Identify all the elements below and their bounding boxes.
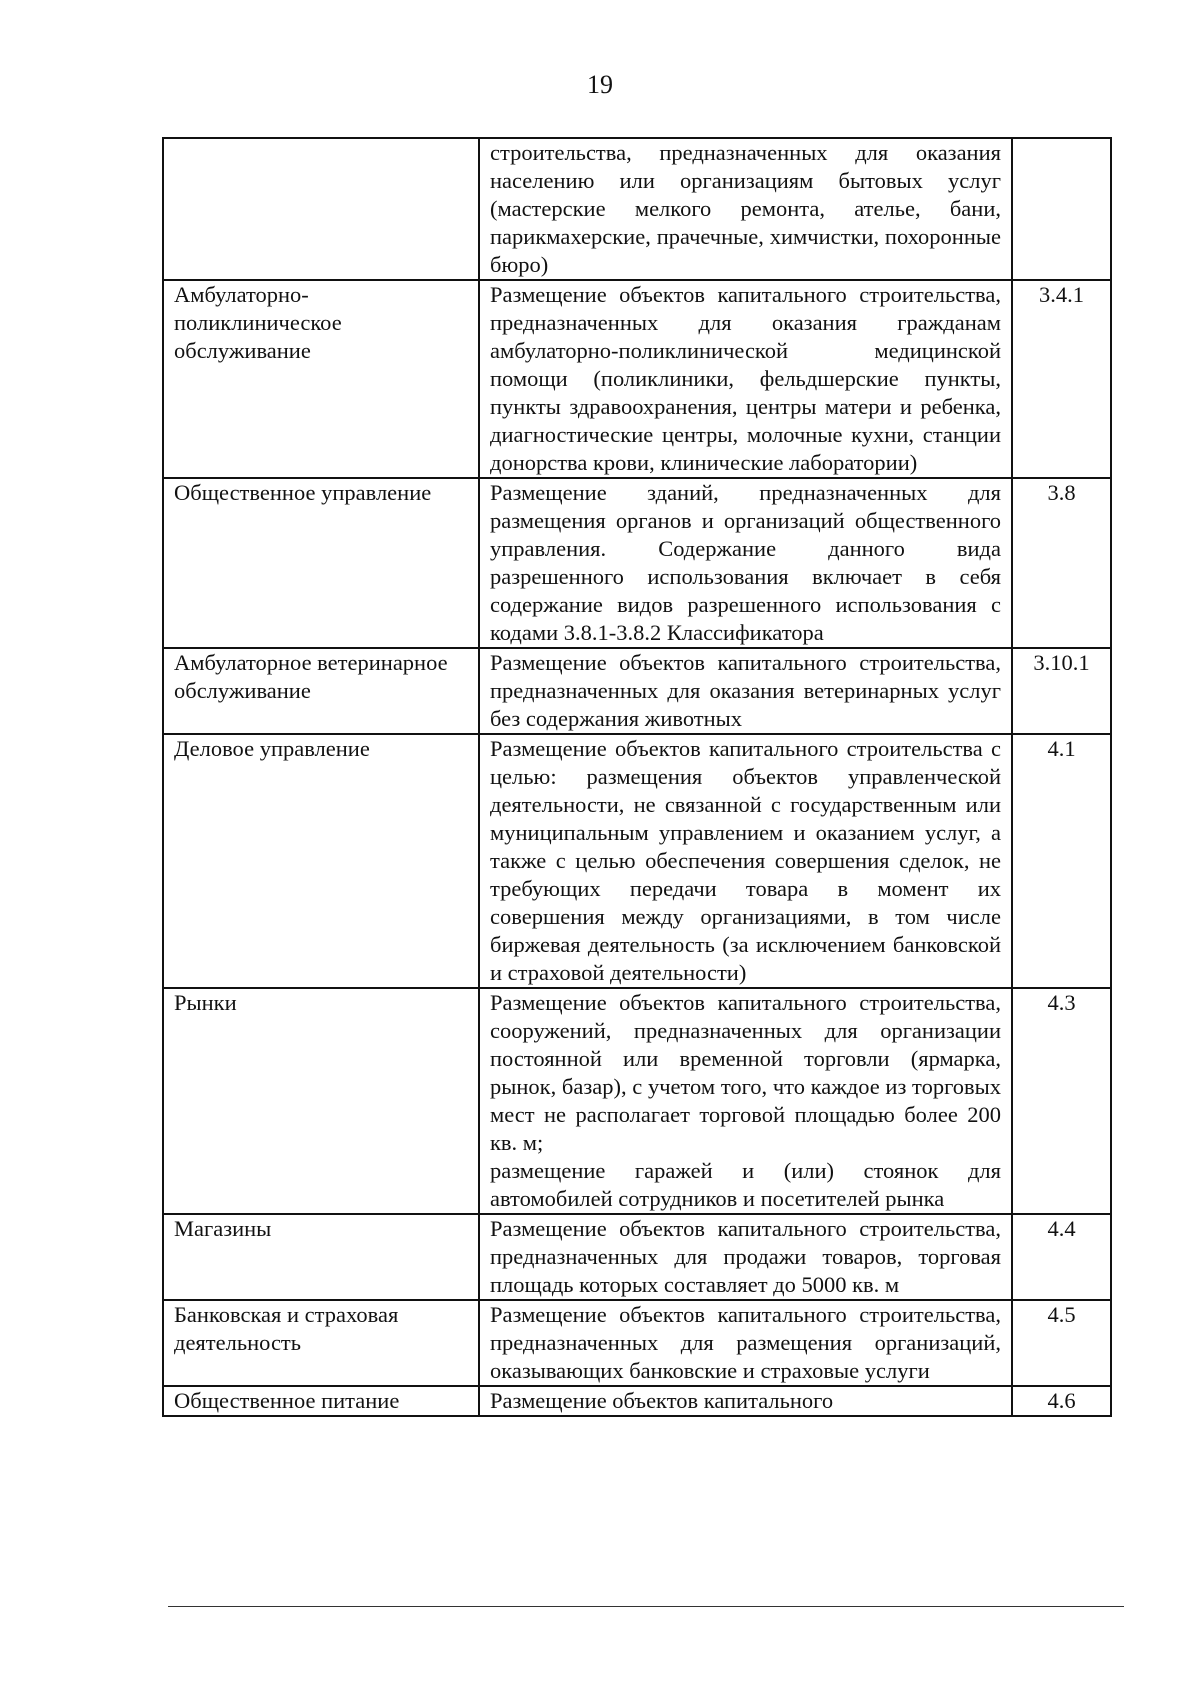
table-row bbox=[163, 648, 1111, 734]
use-type-code: 4.5 bbox=[1012, 1300, 1111, 1386]
table-row bbox=[163, 734, 1111, 988]
use-type-code: 4.1 bbox=[1012, 734, 1111, 988]
use-type-name: Общественное управление bbox=[163, 478, 479, 648]
use-type-code: 4.6 bbox=[1012, 1386, 1111, 1416]
use-type-description: строительства, предназначенных для оказания населению или организациям бытовых услуг (мастерские мелкого ремонта, ателье, бани, парикмахерские, прачечные, химчистки, похоронные бюро) bbox=[479, 138, 1012, 280]
use-type-name bbox=[163, 138, 479, 280]
use-type-name: Банковская и страховая деятельность bbox=[163, 1300, 479, 1386]
use-type-description: Размещение зданий, предназначенных для размещения органов и организаций общественного управления. Содержание данного вида разрешенного использования включает в себя содержание видов разрешенного использования с кодами 3.8.1-3.8.2 Классификатора bbox=[479, 478, 1012, 648]
land-use-table bbox=[162, 137, 1112, 1417]
use-type-description: Размещение объектов капитального строительства, предназначенных для размещения организаций, оказывающих банковские и страховые услуги bbox=[479, 1300, 1012, 1386]
use-type-description: Размещение объектов капитального строительства, предназначенных для продажи товаров, торговая площадь которых составляет до 5000 кв. м bbox=[479, 1214, 1012, 1300]
use-type-name: Магазины bbox=[163, 1214, 479, 1300]
use-type-code: 4.3 bbox=[1012, 988, 1111, 1214]
use-type-code: 3.10.1 bbox=[1012, 648, 1111, 734]
table-row bbox=[163, 988, 1111, 1214]
use-type-code: 3.4.1 bbox=[1012, 280, 1111, 478]
use-type-name: Общественное питание bbox=[163, 1386, 479, 1416]
use-type-description: Размещение объектов капитального строительства, предназначенных для оказания ветеринарных услуг без содержания животных bbox=[479, 648, 1012, 734]
use-type-name: Амбулаторное ветеринарное обслуживание bbox=[163, 648, 479, 734]
use-type-name: Амбулаторно-поликлиническое обслуживание bbox=[163, 280, 479, 478]
table-row bbox=[163, 1386, 1111, 1416]
use-type-code: 3.8 bbox=[1012, 478, 1111, 648]
use-type-name: Деловое управление bbox=[163, 734, 479, 988]
use-type-description: Размещение объектов капитального строительства, сооружений, предназначенных для организации постоянной или временной торговли (ярмарка, рынок, базар), с учетом того, что каждое из торговых мест не располагает торговой площадью более 200 кв. м; размещение гаражей и (или) стоянок для автомобилей сотрудников и посетителей рынка bbox=[479, 988, 1012, 1214]
use-type-name: Рынки bbox=[163, 988, 479, 1214]
use-type-code: 4.4 bbox=[1012, 1214, 1111, 1300]
table-row bbox=[163, 138, 1111, 280]
page-number: 19 bbox=[587, 70, 613, 99]
use-type-code bbox=[1012, 138, 1111, 280]
footer-divider bbox=[168, 1606, 1124, 1607]
table-row bbox=[163, 478, 1111, 648]
use-type-description: Размещение объектов капитального bbox=[479, 1386, 1012, 1416]
use-type-description: Размещение объектов капитального строительства, предназначенных для оказания гражданам амбулаторно-поликлинической медицинской помощи (поликлиники, фельдшерские пункты, пункты здравоохранения, центры матери и ребенка, диагностические центры, молочные кухни, станции донорства крови, клинические лаборатории) bbox=[479, 280, 1012, 478]
table-row bbox=[163, 280, 1111, 478]
use-type-description: Размещение объектов капитального строительства с целью: размещения объектов управленческой деятельности, не связанной с государственным или муниципальным управлением и оказанием услуг, а также с целью обеспечения совершения сделок, не требующих передачи товара в момент их совершения между организациями, в том числе биржевая деятельность (за исключением банковской и страховой деятельности) bbox=[479, 734, 1012, 988]
table-row bbox=[163, 1214, 1111, 1300]
table-row bbox=[163, 1300, 1111, 1386]
